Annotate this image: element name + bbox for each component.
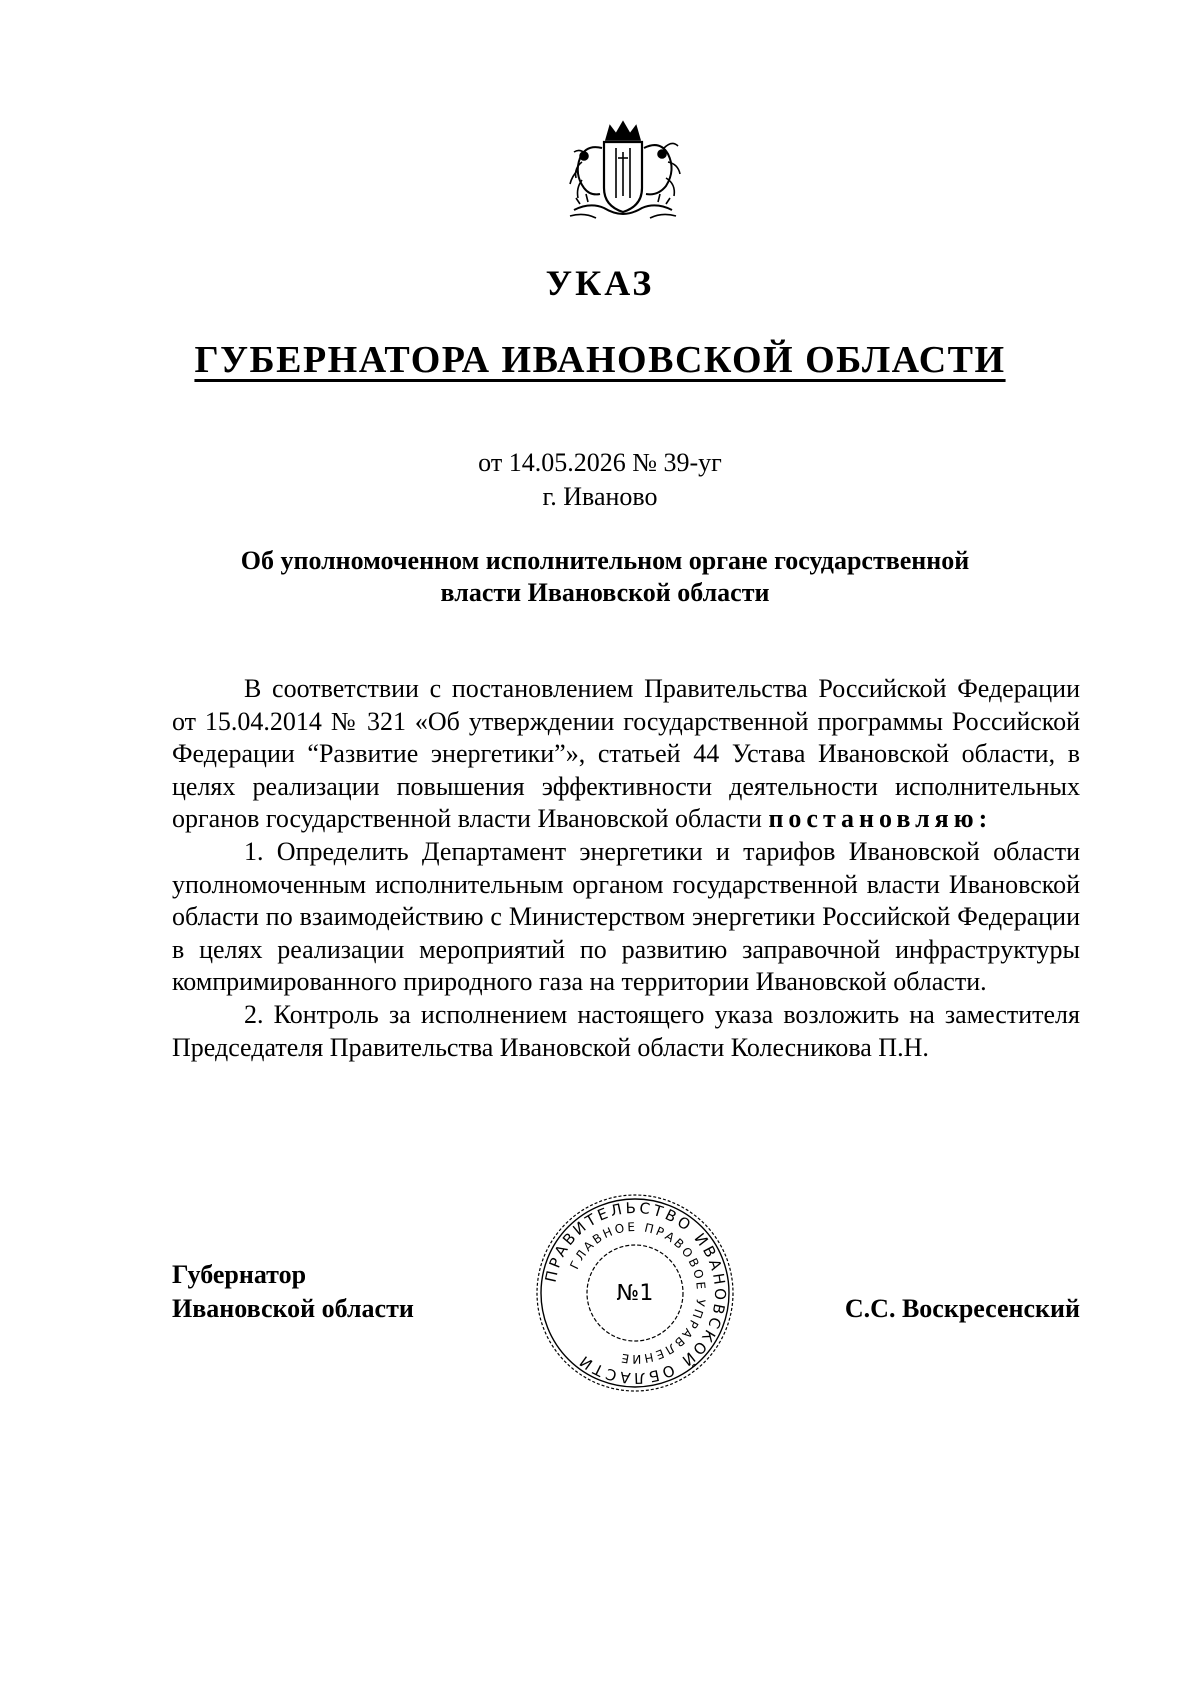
decree-subject [180, 545, 1030, 609]
official-seal-stamp [532, 1190, 738, 1396]
preamble-text: В соответствии с постановлением Правительства Российской Федерации от 15.04.2014 № 321 «Об утверждении государственной программы Российской Федерации “Развитие энергетики”», статьей 44 Устава Ивановской области, в целях реализации повышения эффективности деятельности исполнительных органов государственной власти Ивановской области [172, 674, 1080, 834]
decree-item-2: 2. Контроль за исполнением настоящего указа возложить на заместителя Председателя Правительства Ивановской области Колесникова П.Н. [172, 999, 1080, 1062]
seal-outer-text: ПРАВИТЕЛЬСТВО ИВАНОВСКОЙ ОБЛАСТИ [541, 1198, 730, 1388]
decree-body [172, 673, 1080, 1064]
signatory-position-line1: Губернатор [172, 1260, 307, 1289]
decree-word: постановляю [768, 804, 979, 834]
seal-center-text: №1 [616, 1281, 654, 1306]
document-subtitle [0, 338, 1200, 382]
decree-colon: : [978, 804, 988, 834]
document-subtitle-text: ГУБЕРНАТОРА ИВАНОВСКОЙ ОБЛАСТИ [194, 339, 1006, 381]
decree-item-1: 1. Определить Департамент энергетики и тарифов Ивановской области уполномоченным исполнительным органом государственной власти Ивановской области по взаимодействию с Министерством энергетики Российской Федерации в целях реализации мероприятий по развитию заправочной инфраструктуры компримированного природного газа на территории Ивановской области. [172, 836, 1080, 997]
decree-date-number: от 14.05.2026 № 39-уг [478, 448, 722, 477]
document-title: УКАЗ [545, 263, 655, 303]
decree-subject-line2: власти Ивановской области [440, 578, 770, 607]
coat-of-arms-icon [560, 118, 686, 228]
signatory-name: С.С. Воскресенский [844, 1294, 1080, 1323]
signatory-position [172, 1258, 414, 1326]
decree-subject-line1: Об уполномоченном исполнительном органе государственной [240, 546, 970, 575]
decree-preamble [172, 673, 1080, 836]
seal-inner-text: ГЛАВНОЕ ПРАВОВОЕ УПРАВЛЕНИЕ [567, 1219, 709, 1367]
signatory-position-line2: Ивановской области [172, 1294, 414, 1323]
decree-city: г. Иваново [542, 482, 658, 511]
